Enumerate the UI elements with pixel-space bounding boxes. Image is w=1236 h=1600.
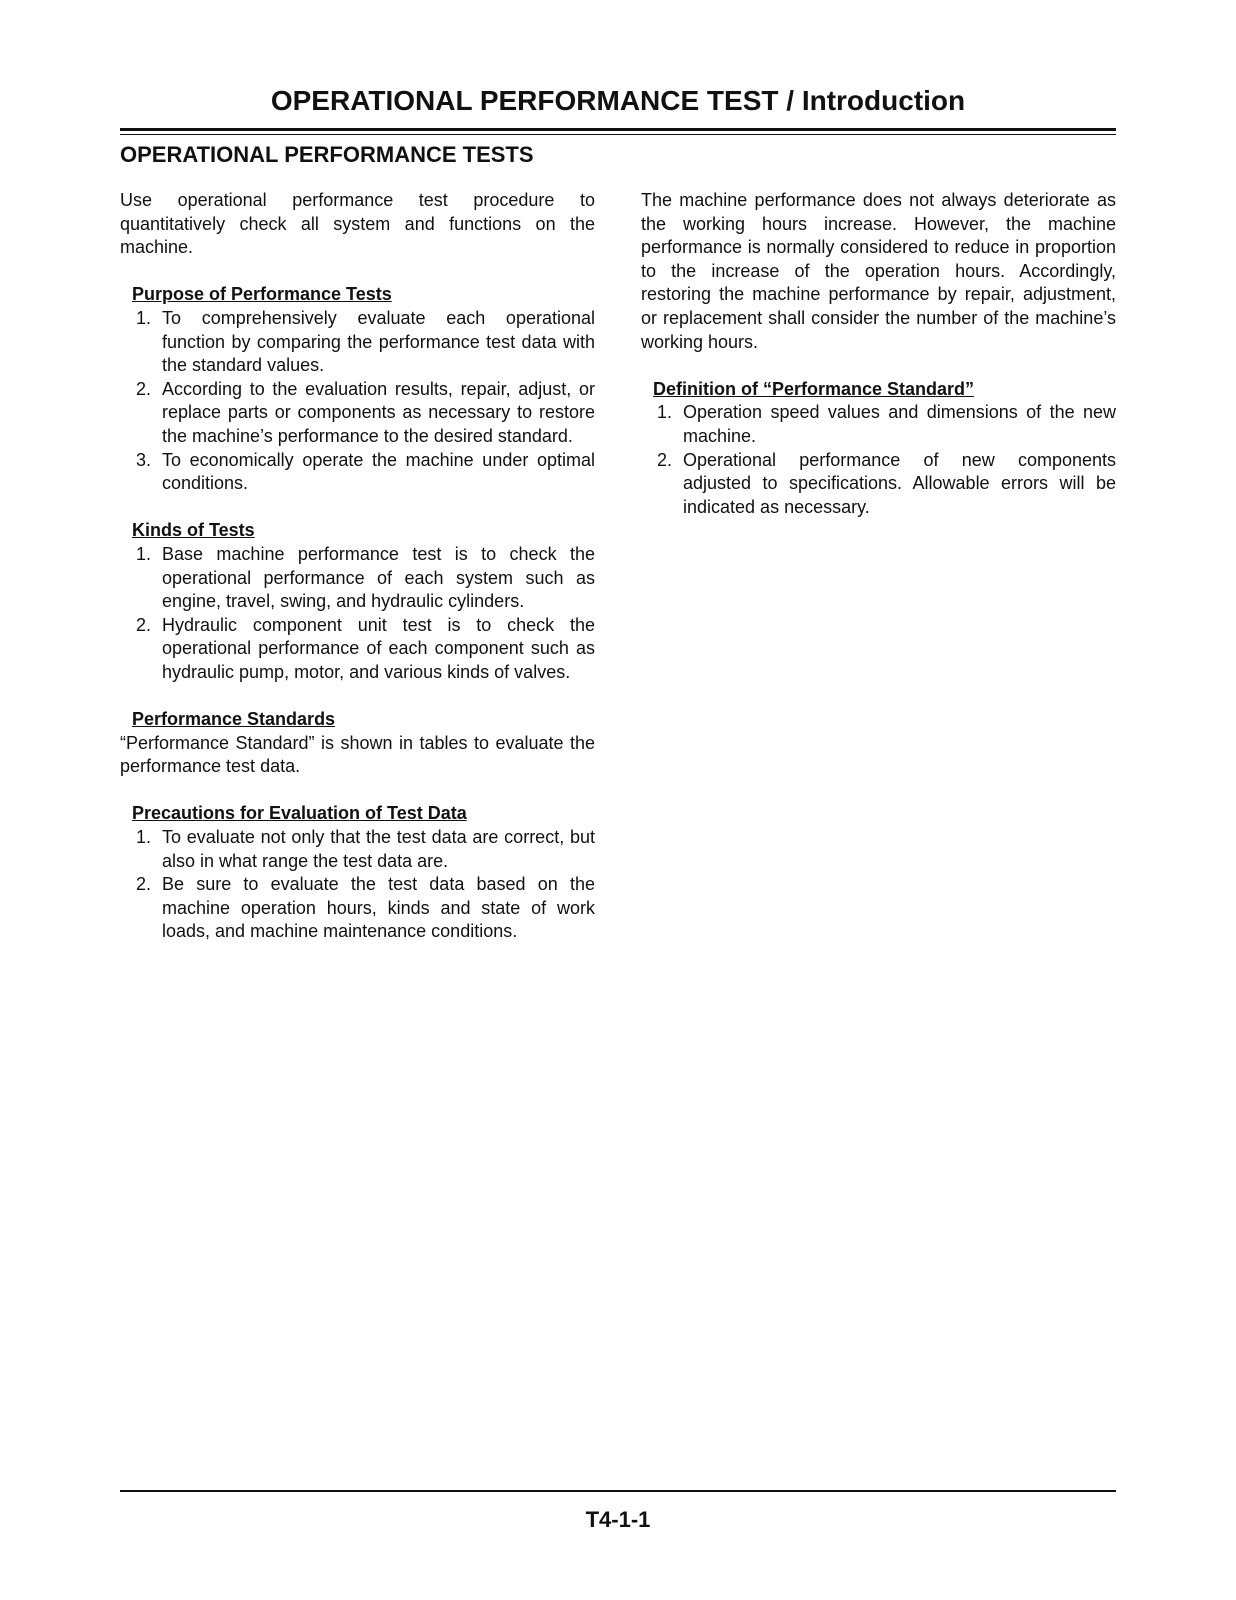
right-column — [641, 189, 1116, 519]
intro-paragraph: Use operational performance test procedure to quantitatively check all system and functions on the machine. — [120, 190, 595, 258]
list-item-text: To comprehensively evaluate each operational function by comparing the performance test data with the standard values. — [162, 307, 595, 376]
list-item — [641, 449, 1116, 520]
list-item-number: 1. — [136, 307, 152, 328]
precautions-heading: Precautions for Evaluation of Test Data — [132, 803, 467, 824]
list-item-text: According to the evaluation results, repair, adjust, or replace parts or components as necessary to restore the machine’s performance to the desired standard. — [162, 378, 595, 446]
header-double-rule — [120, 128, 1116, 135]
list-item-text: Operational performance of new components adjusted to specifications. Allowable errors will be indicated as necessary. — [683, 449, 1116, 517]
list-item — [120, 826, 595, 873]
list-item-text: Hydraulic component unit test is to check the operational performance of each component such as hydraulic pump, motor, and various kinds of valves. — [162, 614, 595, 682]
deterioration-paragraph: The machine performance does not always deteriorate as the working hours increase. However, the machine performance is normally considered to reduce in proportion to the increase of the operation hours. Accordingly, restoring the machine performance by repair, adjustment, or replacement shall consider the number of the machine’s working hours. — [641, 190, 1116, 352]
footer-rule — [120, 1490, 1116, 1492]
page-header-title: OPERATIONAL PERFORMANCE TEST / Introduction — [270, 85, 966, 116]
list-item-number: 2. — [136, 874, 152, 895]
list-item-number: 2. — [136, 614, 152, 635]
standards-heading: Performance Standards — [132, 709, 336, 730]
list-item-number: 1. — [136, 827, 152, 848]
kinds-heading: Kinds of Tests — [132, 520, 255, 541]
left-column — [120, 189, 595, 944]
list-item-text: Base machine performance test is to check the operational performance of each system such as engine, travel, swing, and hydraulic cylinders. — [162, 543, 595, 612]
definition-heading: Definition of “Performance Standard” — [653, 378, 975, 399]
list-item — [120, 307, 595, 378]
section-title: OPERATIONAL PERFORMANCE TESTS — [120, 142, 534, 167]
list-item-number: 1. — [657, 402, 673, 423]
list-item — [120, 449, 595, 496]
kinds-list — [120, 543, 595, 685]
list-item-text: To economically operate the machine under optimal conditions. — [162, 449, 595, 494]
purpose-list — [120, 307, 595, 496]
purpose-heading: Purpose of Performance Tests — [132, 284, 392, 305]
list-item — [641, 401, 1116, 448]
list-item — [120, 543, 595, 614]
list-item-number: 2. — [136, 378, 152, 399]
list-item-number: 3. — [136, 449, 152, 470]
definition-list — [641, 401, 1116, 519]
list-item-text: To evaluate not only that the test data are correct, but also in what range the test data are. — [162, 827, 595, 871]
list-item-text: Be sure to evaluate the test data based on the machine operation hours, kinds and state of work loads, and machine maintenance conditions. — [162, 874, 595, 942]
list-item — [120, 614, 595, 685]
standards-paragraph: “Performance Standard” is shown in tables to evaluate the performance test data. — [120, 732, 595, 777]
page-number: T4-1-1 — [585, 1507, 651, 1532]
list-item-number: 2. — [657, 449, 673, 470]
list-item — [120, 378, 595, 449]
list-item — [120, 873, 595, 944]
list-item-number: 1. — [136, 543, 152, 564]
list-item-text: Operation speed values and dimensions of the new machine. — [683, 402, 1116, 446]
precautions-list — [120, 826, 595, 944]
